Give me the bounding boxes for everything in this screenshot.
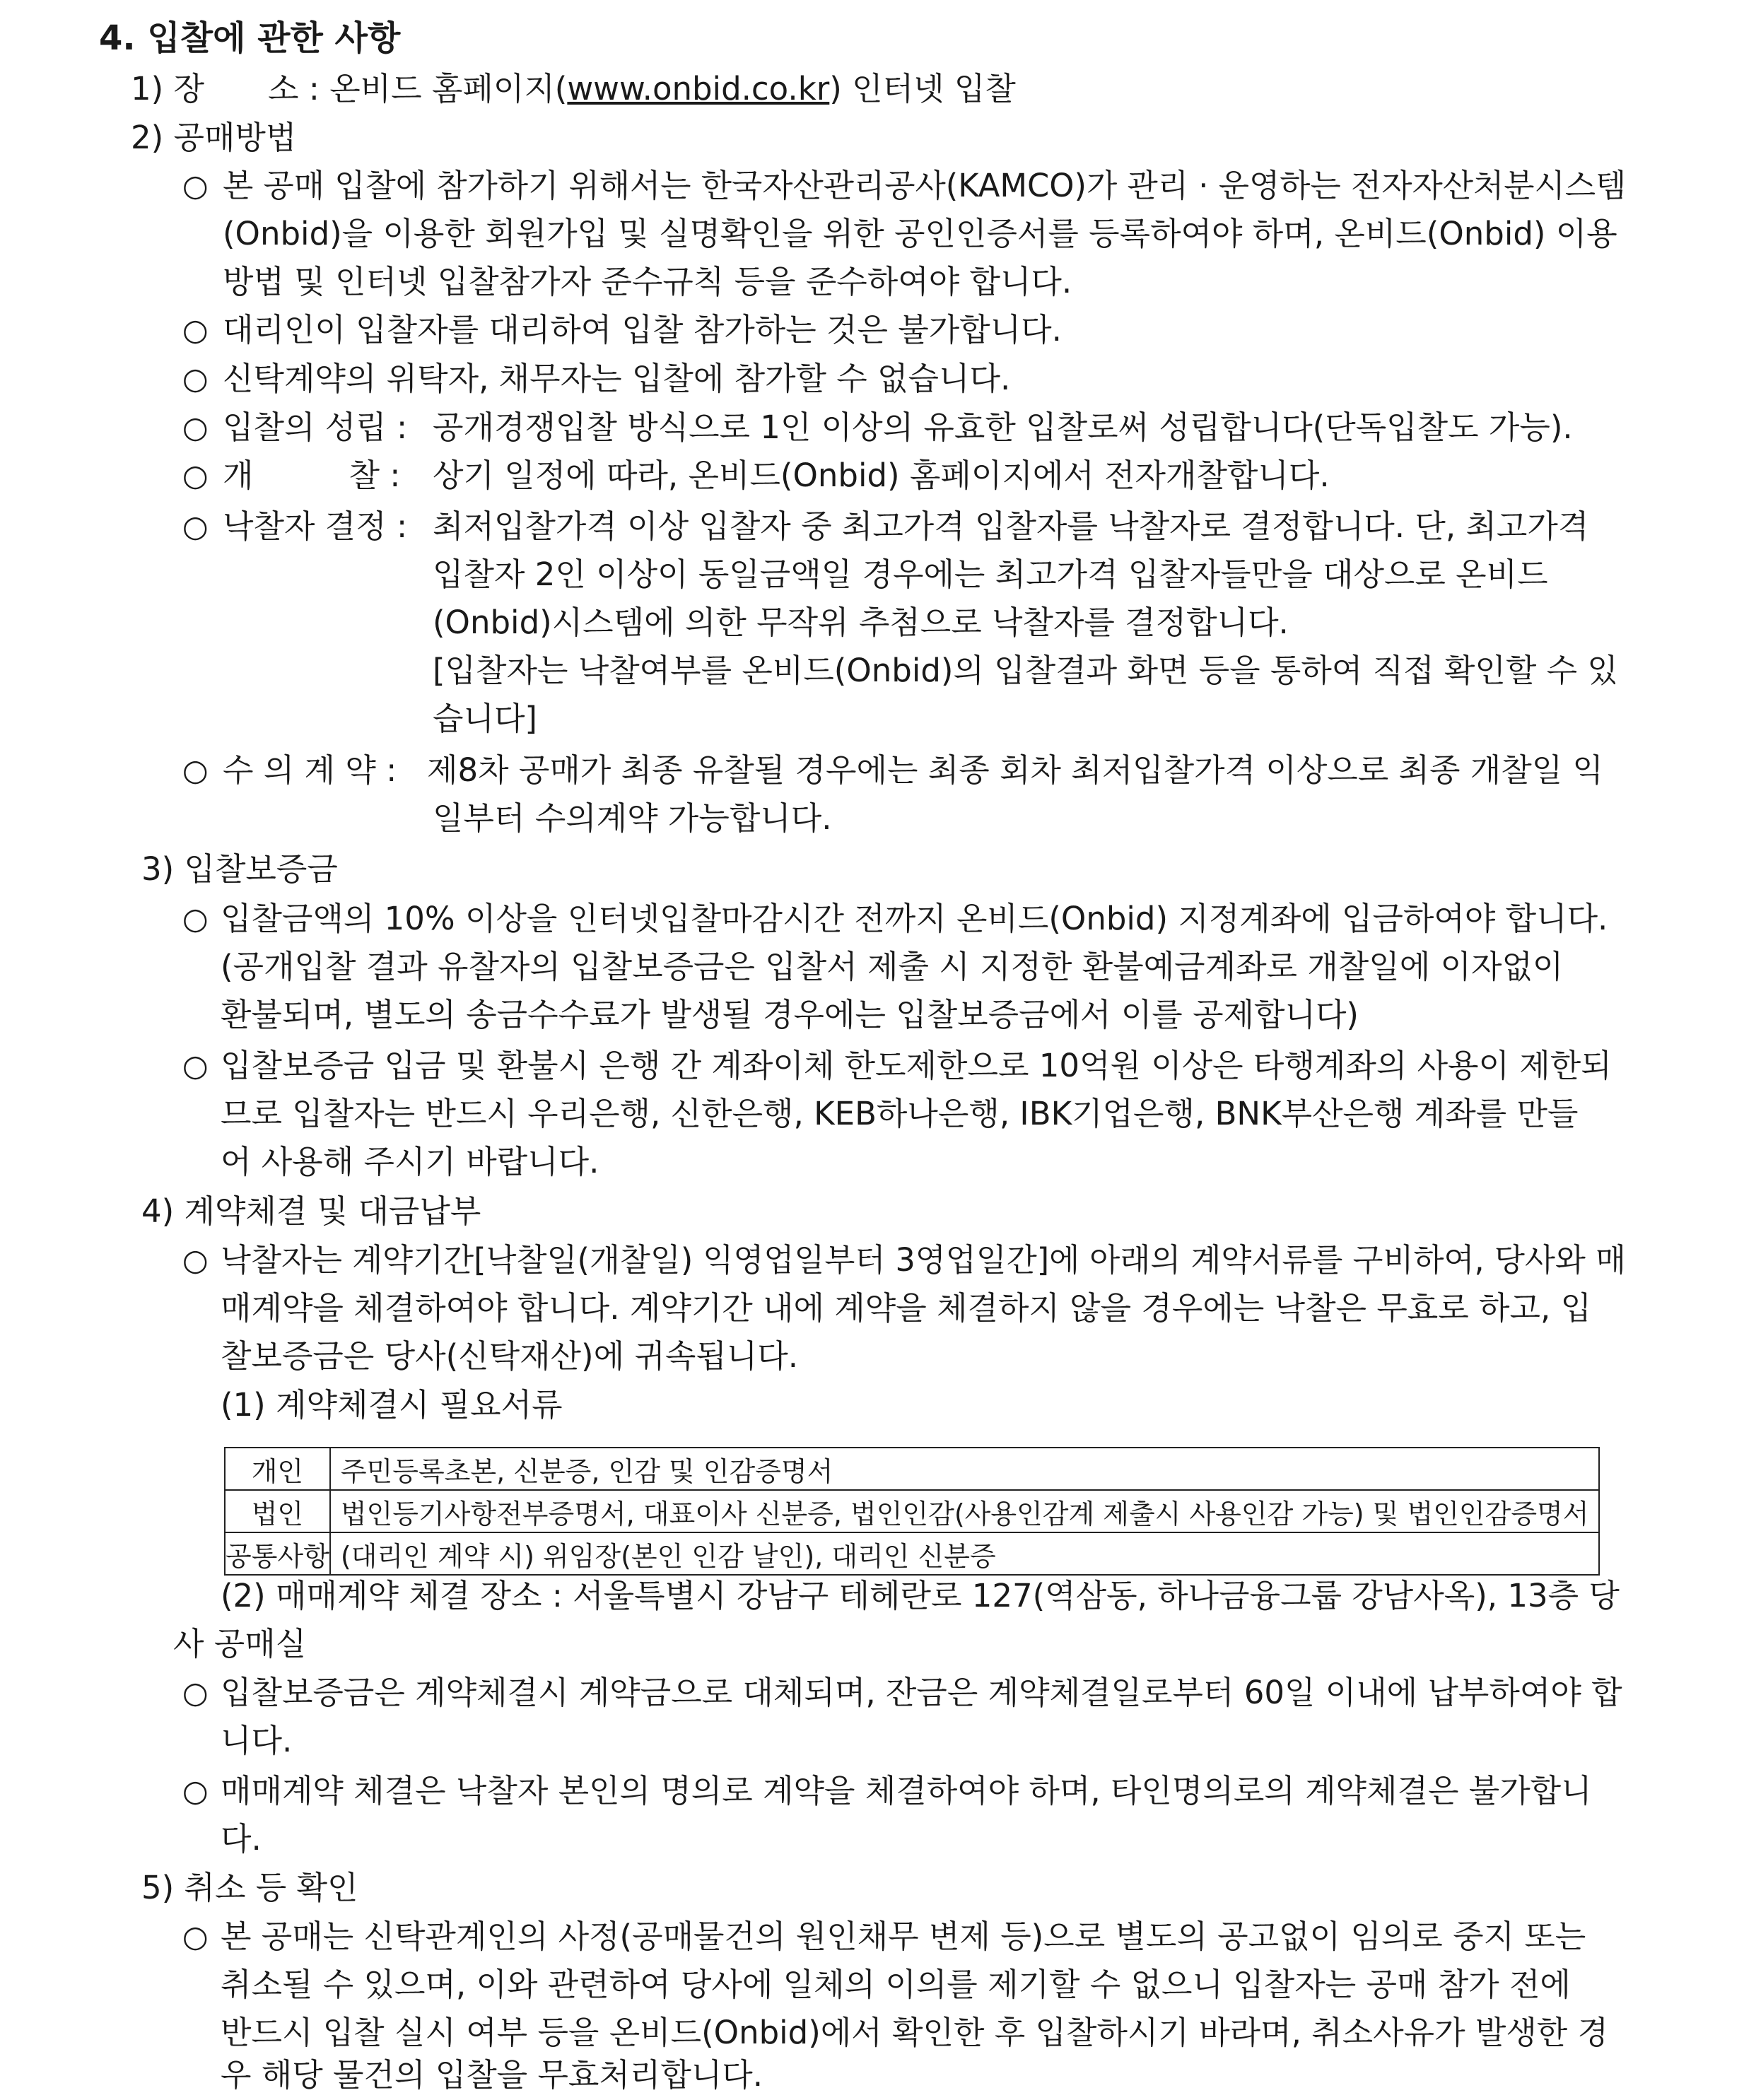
text-line: 대리인이 입찰자를 대리하여 입찰 참가하는 것은 불가합니다. xyxy=(223,311,1062,348)
winner-decision-label: 낙찰자 결정 : xyxy=(223,508,408,545)
private-contract-label: 수 의 계 약 : xyxy=(223,751,397,789)
required-docs-subtitle: (1) 계약체결시 필요서류 xyxy=(221,1386,563,1424)
text-line: (Onbid)을 이용한 회원가입 및 실명확인을 위한 공인인증서를 등록하여야 하며, 온비드(Onbid) 이용 xyxy=(223,215,1617,252)
text-line: (공개입찰 결과 유찰자의 입찰보증금은 입찰서 제출 시 지정한 환불예금계좌로 개찰일에 이자없이 xyxy=(221,948,1564,985)
text-line: 입찰보증금은 계약체결시 계약금으로 대체되며, 잔금은 계약체결일로부터 60일 이내에 납부하여야 합 xyxy=(221,1674,1622,1711)
text-line: (Onbid)시스템에 의한 무작위 추첨으로 낙찰자를 결정합니다. xyxy=(433,604,1289,641)
bullet-icon: ○ xyxy=(182,361,209,396)
text-line: [입찰자는 낙찰여부를 온비드(Onbid)의 입찰결과 화면 등을 통하여 직접 확인할 수 있 xyxy=(433,652,1618,689)
text-line: 다. xyxy=(221,1820,262,1858)
bullet-icon: ○ xyxy=(182,458,209,493)
text-line: (2) 매매계약 체결 장소 : 서울특별시 강남구 테헤란로 127(역삼동, 하나금융그룹 강남사옥), 13층 당 xyxy=(221,1577,1620,1614)
bullet-icon: ○ xyxy=(182,901,209,936)
bullet-icon: ○ xyxy=(182,410,209,445)
text-line: 방법 및 인터넷 입찰참가자 준수규칙 등을 준수하여야 합니다. xyxy=(223,263,1072,300)
bullet-icon: ○ xyxy=(182,509,209,544)
text-line: 사 공매실 xyxy=(173,1625,307,1662)
table-row xyxy=(225,1490,1599,1532)
text-line: 환불되며, 별도의 송금수수료가 발생될 경우에는 입찰보증금에서 이를 공제합니다) xyxy=(221,996,1359,1033)
table-cell-value: (대리인 계약 시) 위임장(본인 인감 날인), 대리인 신분증 xyxy=(330,1532,1600,1575)
contract-payment-title: 4) 계약체결 및 대금납부 xyxy=(141,1192,481,1230)
table-cell-key: 공통사항 xyxy=(225,1532,330,1575)
bullet-icon: ○ xyxy=(182,753,209,787)
text-line: 제8차 공매가 최종 유찰될 경우에는 최종 회차 최저입찰가격 이상으로 최종 개찰일 익 xyxy=(427,751,1603,789)
text-line: 입찰보증금 입금 및 환불시 은행 간 계좌이체 한도제한으로 10억원 이상은 타행계좌의 사용이 제한되 xyxy=(221,1047,1612,1084)
bullet-icon: ○ xyxy=(182,168,209,203)
bullet-icon: ○ xyxy=(182,1048,209,1083)
cancellation-title: 5) 취소 등 확인 xyxy=(141,1869,358,1906)
text-line: 므로 입찰자는 반드시 우리은행, 신한은행, KEB하나은행, IBK기업은행, BNK부산은행 계좌를 만들 xyxy=(221,1095,1579,1132)
text-line: 본 공매는 신탁관계인의 사정(공매물건의 원인채무 변제 등)으로 별도의 공고없이 임의로 중지 또는 xyxy=(221,1918,1586,1955)
text-line: 어 사용해 주시기 바랍니다. xyxy=(221,1143,599,1180)
bullet-icon: ○ xyxy=(182,1675,209,1710)
text-line: 습니다] xyxy=(433,700,537,737)
text-line: 입찰금액의 10% 이상을 인터넷입찰마감시간 전까지 온비드(Onbid) 지정계좌에 입금하여야 합니다. xyxy=(221,900,1608,937)
text-line: 매계약을 체결하여야 합니다. 계약기간 내에 계약을 체결하지 않을 경우에는 낙찰은 무효로 하고, 입 xyxy=(221,1289,1592,1327)
text-line: 매매계약 체결은 낙찰자 본인의 명의로 계약을 체결하여야 하며, 타인명의로의 계약체결은 불가합니 xyxy=(221,1772,1592,1809)
text-line: 취소될 수 있으며, 이와 관련하여 당사에 일체의 이의를 제기할 수 없으니 입찰자는 공매 참가 전에 xyxy=(221,1966,1571,2003)
bullet-icon: ○ xyxy=(182,312,209,347)
bid-formation-label: 입찰의 성립 : xyxy=(223,409,408,446)
bullet-icon: ○ xyxy=(182,1773,209,1808)
place-line xyxy=(131,68,1016,110)
text-line: 찰보증금은 당사(신탁재산)에 귀속됩니다. xyxy=(221,1337,799,1375)
text-line: 상기 일정에 따라, 온비드(Onbid) 홈페이지에서 전자개찰합니다. xyxy=(433,457,1330,494)
bullet-icon: ○ xyxy=(182,1919,209,1954)
text-line: 신탁계약의 위탁자, 채무자는 입찰에 참가할 수 없습니다. xyxy=(223,360,1011,397)
place-tail: ) 인터넷 입찰 xyxy=(829,70,1016,107)
bid-deposit-title: 3) 입찰보증금 xyxy=(141,850,338,888)
table-row xyxy=(225,1532,1599,1575)
onbid-url-link[interactable]: www.onbid.co.kr xyxy=(567,70,830,107)
required-docs-table xyxy=(224,1447,1600,1576)
place-label: 1) 장 소 : 온비드 홈페이지( xyxy=(131,70,568,107)
table-cell-key: 개인 xyxy=(225,1448,330,1490)
text-line: 우 해당 물건의 입찰을 무효처리합니다. xyxy=(221,2056,763,2094)
auction-method-title: 2) 공매방법 xyxy=(131,119,297,156)
text-line: 공개경쟁입찰 방식으로 1인 이상의 유효한 입찰로써 성립합니다(단독입찰도 가능). xyxy=(433,409,1573,446)
bullet-icon: ○ xyxy=(182,1243,209,1277)
text-line: 입찰자 2인 이상이 동일금액일 경우에는 최고가격 입찰자들만을 대상으로 온비드 xyxy=(433,556,1548,593)
section-heading: 4. 입찰에 관한 사항 xyxy=(99,18,401,58)
table-cell-key: 법인 xyxy=(225,1490,330,1532)
table-row xyxy=(225,1448,1599,1490)
table-cell-value: 법인등기사항전부증명서, 대표이사 신분증, 법인인감(사용인감계 제출시 사용인감 가능) 및 법인인감증명서 xyxy=(330,1490,1600,1532)
table-cell-value: 주민등록초본, 신분증, 인감 및 인감증명서 xyxy=(330,1448,1600,1490)
text-line: 반드시 입찰 실시 여부 등을 온비드(Onbid)에서 확인한 후 입찰하시기 바라며, 취소사유가 발생한 경 xyxy=(221,2014,1609,2051)
text-line: 니다. xyxy=(221,1722,293,1759)
bid-opening-label: 개 찰 : xyxy=(223,457,401,494)
text-line: 최저입찰가격 이상 입찰자 중 최고가격 입찰자를 낙찰자로 결정합니다. 단, 최고가격 xyxy=(433,508,1589,545)
text-line: 본 공매 입찰에 참가하기 위해서는 한국자산관리공사(KAMCO)가 관리 · 운영하는 전자자산처분시스템 xyxy=(223,167,1627,204)
text-line: 낙찰자는 계약기간[낙찰일(개찰일) 익영업일부터 3영업일간]에 아래의 계약서류를 구비하여, 당사와 매 xyxy=(221,1241,1626,1279)
text-line: 일부터 수의계약 가능합니다. xyxy=(433,799,832,837)
